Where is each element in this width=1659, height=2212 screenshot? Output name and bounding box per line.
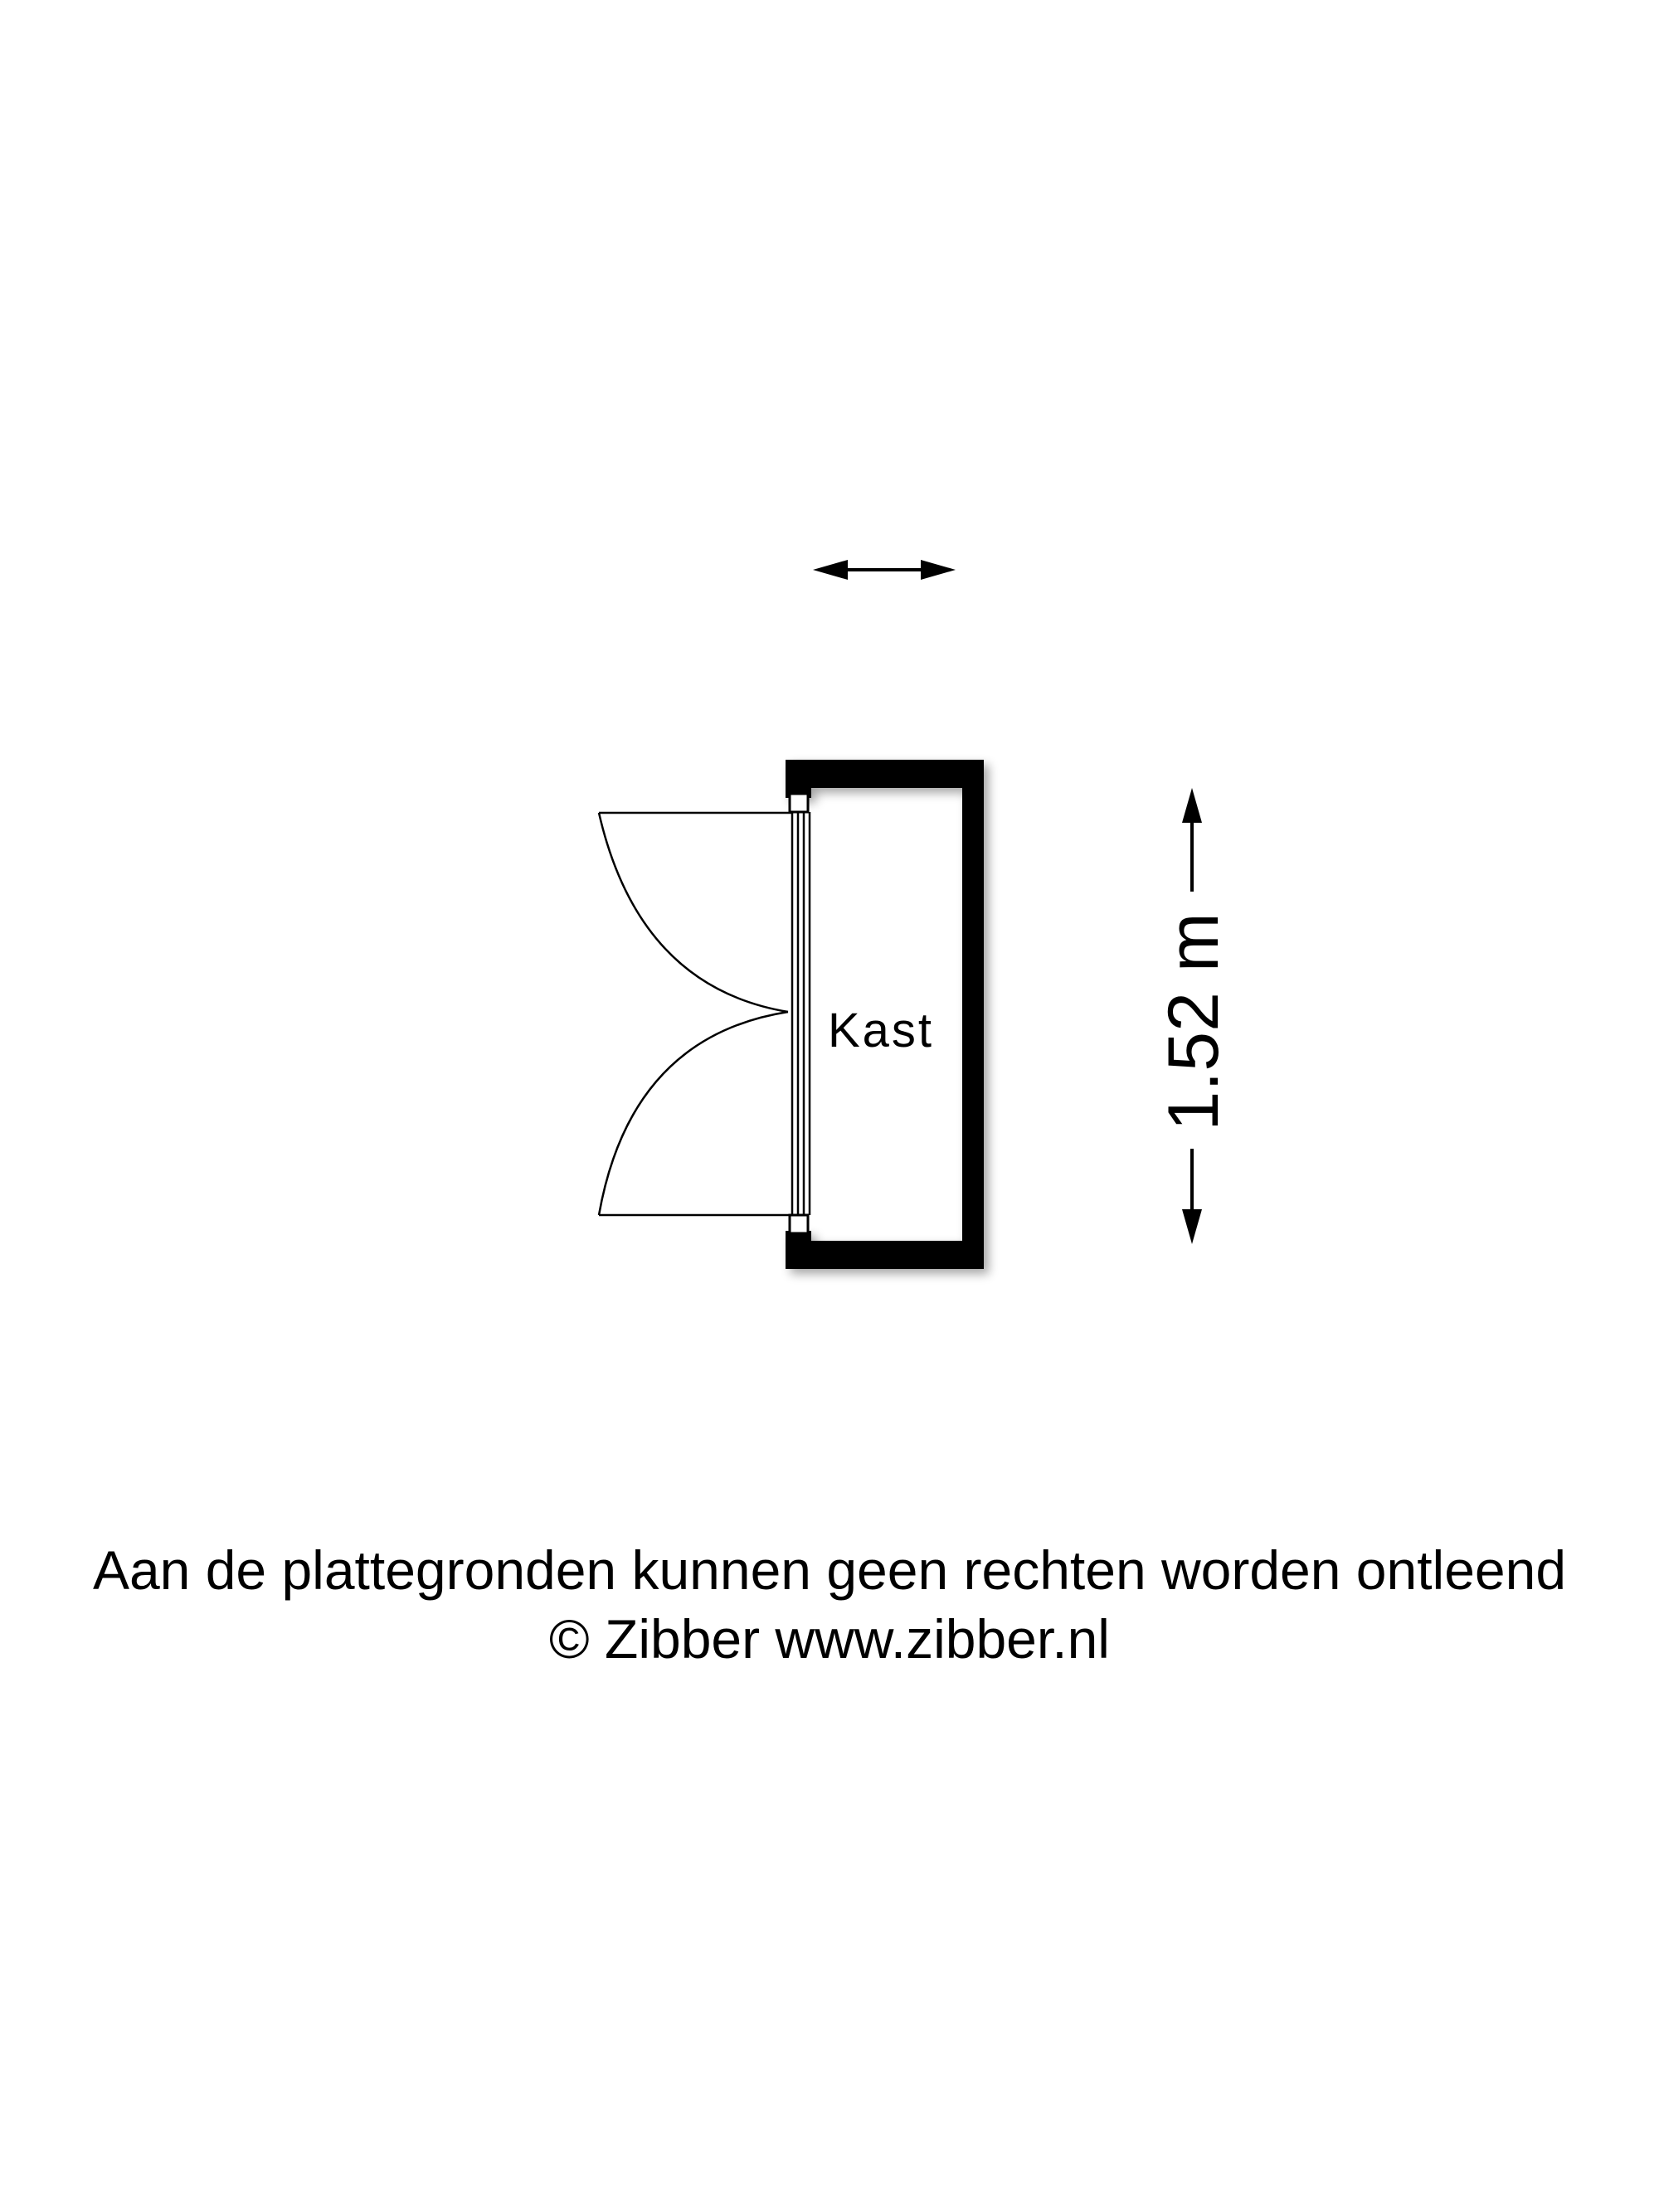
horizontal-dimension-arrow <box>813 560 956 580</box>
room-label: Kast <box>827 1004 935 1057</box>
disclaimer-text: Aan de plattegronden kunnen geen rechten worden ontleend <box>92 1539 1567 1601</box>
door-leaf-lower <box>599 1012 792 1215</box>
dimension-label: 1.52 m <box>1154 912 1233 1131</box>
door-leaf-upper <box>599 813 792 1012</box>
door-frame-lines <box>792 812 810 1215</box>
copyright-text: © Zibber www.zibber.nl <box>549 1608 1110 1670</box>
